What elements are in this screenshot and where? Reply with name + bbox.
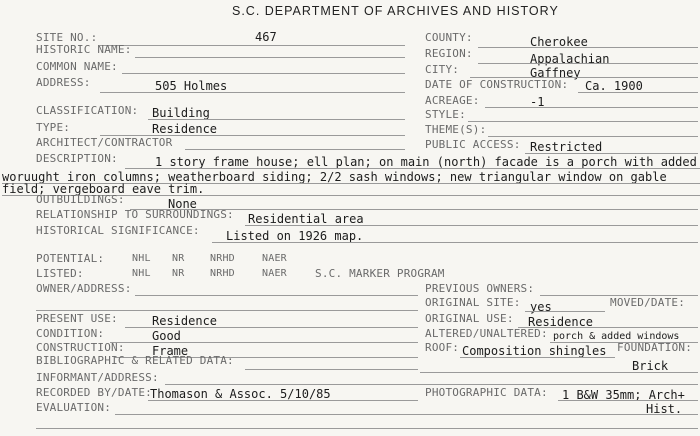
- potential-naer: NAER: [262, 253, 287, 264]
- historic-name-line: [135, 57, 405, 58]
- photographic-value-2: Hist.: [646, 402, 683, 416]
- architect-label: ARCHITECT/CONTRACTOR: [36, 136, 173, 149]
- address-label: ADDRESS:: [36, 76, 91, 89]
- outbuildings-value: None: [168, 197, 197, 211]
- type-value: Residence: [152, 122, 218, 136]
- county-line: [478, 47, 698, 48]
- themes-label: THEME(S):: [425, 123, 487, 136]
- potential-nr: NR: [172, 253, 185, 264]
- description-line-1: 1 story frame house; ell plan; on main (north) facade is a porch with added: [155, 155, 697, 169]
- listed-nr: NR: [172, 268, 185, 279]
- description-rule-1: [125, 168, 700, 169]
- evaluation-line-2: [36, 428, 698, 429]
- original-use-label: ORIGINAL USE:: [425, 312, 514, 325]
- description-label: DESCRIPTION:: [36, 152, 118, 165]
- form-title: S.C. DEPARTMENT OF ARCHIVES AND HISTORY: [232, 4, 559, 18]
- listed-nrhd: NRHD: [210, 268, 235, 279]
- foundation-label: FOUNDATION:: [617, 341, 693, 354]
- bibliographic-label: BIBLIOGRAPHIC & RELATED DATA:: [36, 354, 234, 367]
- public-access-label: PUBLIC ACCESS:: [425, 138, 521, 151]
- present-use-value: Residence: [152, 314, 218, 328]
- listed-naer: NAER: [262, 268, 287, 279]
- significance-label: HISTORICAL SIGNIFICANCE:: [36, 224, 200, 237]
- style-line: [468, 121, 698, 122]
- condition-label: CONDITION:: [36, 327, 105, 340]
- site-no-line: [100, 45, 405, 46]
- evaluation-label: EVALUATION:: [36, 401, 112, 414]
- listed-label: LISTED:: [36, 267, 84, 280]
- roof-value: Composition shingles: [462, 344, 607, 358]
- relationship-line: [245, 225, 698, 226]
- recorded-label: RECORDED BY/DATE:: [36, 386, 152, 399]
- site-no-label: SITE NO.:: [36, 31, 98, 44]
- moved-date-label: MOVED/DATE:: [610, 296, 686, 309]
- outbuildings-label: OUTBUILDINGS:: [36, 193, 125, 206]
- previous-owners-label: PREVIOUS OWNERS:: [425, 282, 535, 295]
- public-access-line: [525, 153, 698, 154]
- original-site-label: ORIGINAL SITE:: [425, 296, 521, 309]
- potential-nrhd: NRHD: [210, 253, 235, 264]
- city-label: CITY:: [425, 63, 460, 76]
- listed-nhl: NHL: [132, 268, 151, 279]
- address-value: 505 Holmes: [155, 79, 228, 93]
- relationship-label: RELATIONSHIP TO SURROUNDINGS:: [36, 208, 234, 221]
- marker-program-label: S.C. MARKER PROGRAM: [315, 267, 445, 280]
- common-name-line: [122, 73, 405, 74]
- acreage-value: -1: [530, 95, 545, 109]
- owner-line: [135, 295, 418, 296]
- recorded-line: [148, 400, 418, 401]
- public-access-value: Restricted: [530, 140, 603, 154]
- region-label: REGION:: [425, 47, 473, 60]
- description-line-3: field; vergeboard eave trim.: [2, 182, 205, 196]
- date-construction-value: Ca. 1900: [585, 79, 643, 93]
- owner-line-2: [36, 310, 418, 311]
- acreage-label: ACREAGE:: [425, 94, 480, 107]
- altered-value: porch & added windows: [553, 331, 680, 342]
- condition-line: [110, 342, 418, 343]
- recorded-value: Thomason & Assoc. 5/10/85: [150, 387, 331, 401]
- common-name-label: COMMON NAME:: [36, 60, 118, 73]
- relationship-value: Residential area: [248, 212, 364, 226]
- site-no-value: 467: [255, 30, 277, 44]
- address-line: [100, 92, 405, 93]
- date-construction-line: [578, 92, 698, 93]
- potential-label: POTENTIAL:: [36, 252, 105, 265]
- present-use-line: [125, 327, 418, 328]
- significance-value: Listed on 1926 map.: [226, 229, 364, 243]
- bibliographic-line: [245, 369, 418, 370]
- description-line-2: woruught iron columns; weatherboard siding; 2/2 sash windows; new triangular window on gable: [2, 170, 667, 184]
- photographic-value: 1 B&W 35mm; Arch+: [562, 388, 685, 402]
- county-label: COUNTY:: [425, 31, 473, 44]
- evaluation-line: [115, 414, 698, 415]
- region-value: Appalachian: [530, 52, 610, 66]
- condition-value: Good: [152, 329, 181, 343]
- foundation-line: [420, 372, 698, 373]
- architect-line: [185, 149, 405, 150]
- photographic-line: [558, 400, 698, 401]
- roof-label: ROOF:: [425, 341, 460, 354]
- owner-label: OWNER/ADDRESS:: [36, 282, 132, 295]
- date-construction-label: DATE OF CONSTRUCTION:: [425, 78, 569, 91]
- informant-label: INFORMANT/ADDRESS:: [36, 371, 159, 384]
- informant-line: [165, 384, 698, 385]
- foundation-value: Brick: [632, 359, 669, 373]
- present-use-label: PRESENT USE:: [36, 312, 118, 325]
- photographic-label: PHOTOGRAPHIC DATA:: [425, 386, 548, 399]
- city-value: Gaffney: [530, 66, 581, 80]
- county-value: Cherokee: [530, 35, 588, 49]
- style-label: STYLE:: [425, 108, 466, 121]
- themes-line: [488, 136, 698, 137]
- type-label: TYPE:: [36, 121, 71, 134]
- classification-label: CLASSIFICATION:: [36, 104, 139, 117]
- original-site-value: yes: [530, 300, 552, 314]
- construction-value: Frame: [152, 344, 189, 358]
- classification-line: [148, 119, 405, 120]
- altered-label: ALTERED/UNALTERED:: [425, 327, 548, 340]
- roof-line: [460, 357, 615, 358]
- potential-nhl: NHL: [132, 253, 151, 264]
- significance-line: [212, 242, 698, 243]
- region-line: [478, 63, 698, 64]
- original-use-value: Residence: [528, 315, 594, 329]
- acreage-line: [485, 107, 698, 108]
- construction-label: CONSTRUCTION:: [36, 341, 125, 354]
- historic-name-label: HISTORIC NAME:: [36, 43, 132, 56]
- original-site-line: [525, 311, 605, 312]
- classification-value: Building: [152, 106, 210, 120]
